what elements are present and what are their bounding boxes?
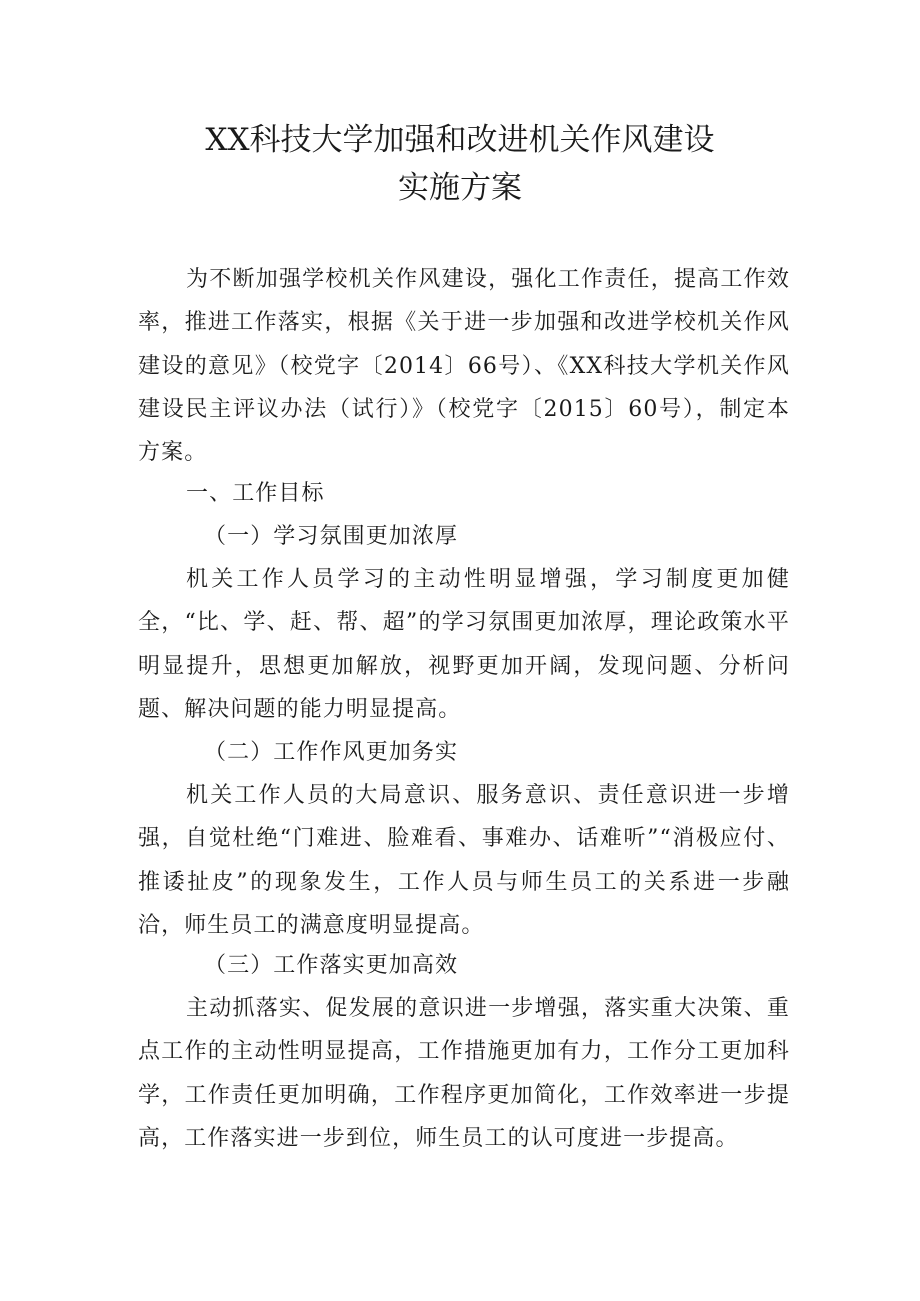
subsection-heading-1: （一）学习氛围更加浓厚 [204, 524, 459, 549]
subsection-2-paragraph: 机关工作人员的大局意识、服务意识、责任意识进一步增强，自觉杜绝“门难进、脸难看、事难办、话难听”“消极应付、推诿扯皮”的现象发生，工作人员与师生员工的关系进一步融洽，师生员工的满意度明显提高。 [138, 783, 790, 938]
subsection-heading-3: （三）工作落实更加高效 [204, 953, 459, 978]
subsection-3-paragraph: 主动抓落实、促发展的意识进一步增强，落实重大决策、重点工作的主动性明显提高，工作措施更加有力，工作分工更加科学，工作责任更加明确，工作程序更加简化，工作效率进一步提高，工作落实进一步到位，师生员工的认可度进一步提高。 [138, 996, 790, 1151]
subsection-heading-2: （二）工作作风更加务实 [204, 740, 459, 765]
subsection-1-paragraph: 机关工作人员学习的主动性明显增强，学习制度更加健全，“比、学、赶、帮、超”的学习氛围更加浓厚，理论政策水平明显提升，思想更加解放，视野更加开阔，发现问题、分析问题、解决问题的能力明显提高。 [138, 567, 790, 722]
intro-paragraph: 为不断加强学校机关作风建设，强化工作责任，提高工作效率，推进工作落实，根据《关于进一步加强和改进学校机关作风建设的意见》（校党字〔2014〕66号）、《XX科技大学机关作风建设民主评议办法（试行）》（校党字〔2015〕60号），制定本方案。 [138, 267, 790, 466]
document-title-line-1: XX科技大学加强和改进机关作风建设 [205, 122, 715, 158]
section-heading-goals: 一、工作目标 [186, 481, 325, 506]
document-title-line-2: 实施方案 [398, 170, 522, 206]
